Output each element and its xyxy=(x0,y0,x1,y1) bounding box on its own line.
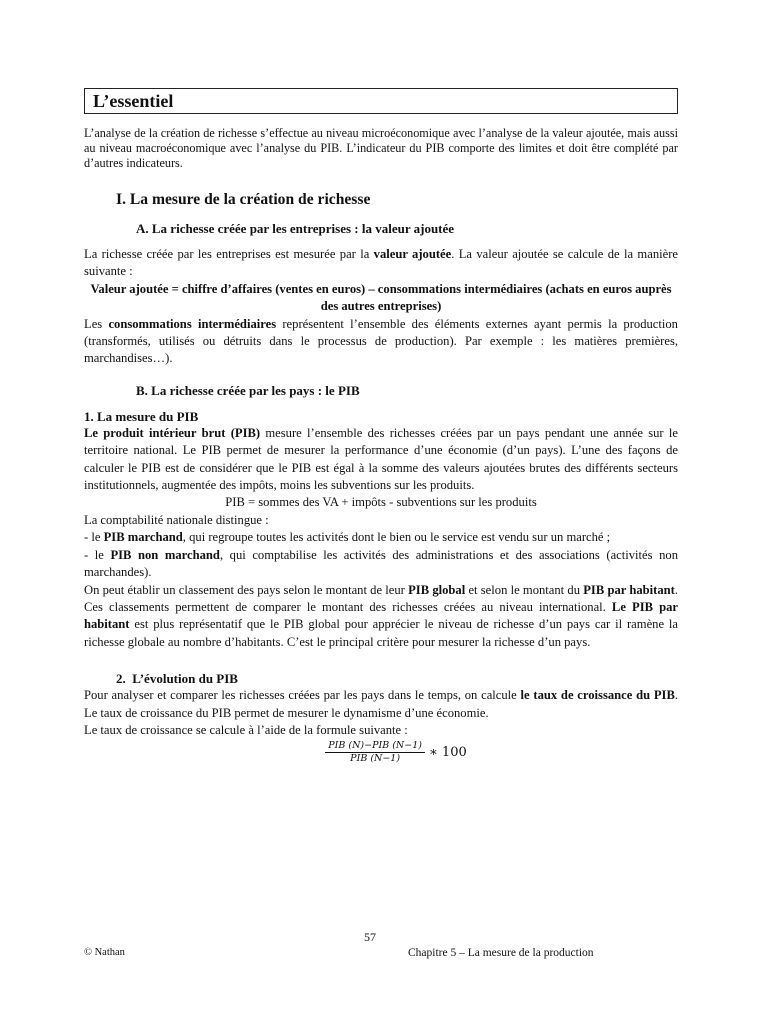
national-accounting-paragraph: La comptabilité nationale distingue : xyxy=(84,512,269,527)
intermediate-consumption-paragraph: Les consommations intermédiaires représentent l’ensemble des éléments externes ayant permis la production (transformés, utilisés ou détruits dans le processus de production). Par exemple : les matières premières, marchandises…). xyxy=(84,316,678,366)
page-title: L’essentiel xyxy=(84,88,678,114)
page-number: 57 xyxy=(364,930,376,944)
page-content xyxy=(84,88,678,765)
pib-formula: PIB = sommes des VA + impôts - subventions sur les produits xyxy=(225,495,537,510)
list-item-non-market-pib: - le PIB non marchand, qui comptabilise les activités des administrations et des associations (activités non marchandes). xyxy=(84,547,678,580)
pib-measure-heading: 1. La mesure du PIB xyxy=(84,408,199,424)
growth-rate-formula xyxy=(114,740,678,765)
intro-paragraph: L’analyse de la création de richesse s’effectue au niveau microéconomique avec l’analyse de la valeur ajoutée, mais aussi au niveau macroéconomique avec l’analyse du PIB. L’indicateur du PIB comporte des limites et doit être complété par d’autres indicateurs. xyxy=(84,126,678,170)
footer-publisher: © Nathan xyxy=(84,947,125,958)
section-b-heading: B. La richesse créée par les pays : le PIB xyxy=(136,382,360,398)
growth-rate-paragraph: Pour analyser et comparer les richesses créées par les pays dans le temps, on calcule le taux de croissance du PIB. Le taux de croissance du PIB permet de mesurer le dynamisme d’une économie. xyxy=(84,688,679,720)
value-added-formula: Valeur ajoutée = chiffre d’affaires (ventes en euros) – consommations intermédiaires (achats en euros auprès des autres entreprises) xyxy=(90,281,672,314)
growth-formula-intro: Le taux de croissance se calcule à l’aide de la formule suivante : xyxy=(84,722,408,737)
fraction-numerator: PIB (N)−PIB (N−1) xyxy=(325,740,425,753)
formula-fraction xyxy=(325,740,425,765)
section-1-heading: I. La mesure de la création de richesse xyxy=(116,191,371,208)
footer-chapter: Chapitre 5 – La mesure de la production xyxy=(408,947,594,959)
fraction-denominator: PIB (N−1) xyxy=(350,753,401,765)
ranking-paragraph: On peut établir un classement des pays selon le montant de leur PIB global et selon le montant du PIB par habitant. Ces classements permettent de comparer le montant des richesses créées au niveau international. Le PIB par habitant est plus représentatif que le PIB global pour apprécier le niveau de richesse d’un pays car il ramène la richesse globale au nombre d’habitants. C’est le principal critère pour mesurer la richesse d’un pays. xyxy=(84,582,678,649)
value-added-paragraph: La richesse créée par les entreprises est mesurée par la valeur ajoutée. La valeur ajoutée se calcule de la manière suivante : xyxy=(84,247,678,279)
section-a-heading: A. La richesse créée par les entreprises : la valeur ajoutée xyxy=(136,221,455,236)
list-item-market-pib: - le PIB marchand, qui regroupe toutes les activités dont le bien ou le service est vendu sur un marché ; xyxy=(84,530,611,545)
pib-evolution-heading: 2. L’évolution du PIB xyxy=(116,671,238,687)
multiplier: ∗ 100 xyxy=(428,745,467,761)
pib-definition-paragraph: Le produit intérieur brut (PIB) mesure l’ensemble des richesses créées par un pays pendant une année sur le territoire national. Le PIB permet de mesurer la performance d’une économie (d’un pays). L’une des façons de calculer le PIB est de considérer que le PIB est égal à la somme des valeurs ajoutées brutes des différents secteurs institutionnels, augmentée des impôts, moins les subventions sur les produits. xyxy=(84,425,678,493)
